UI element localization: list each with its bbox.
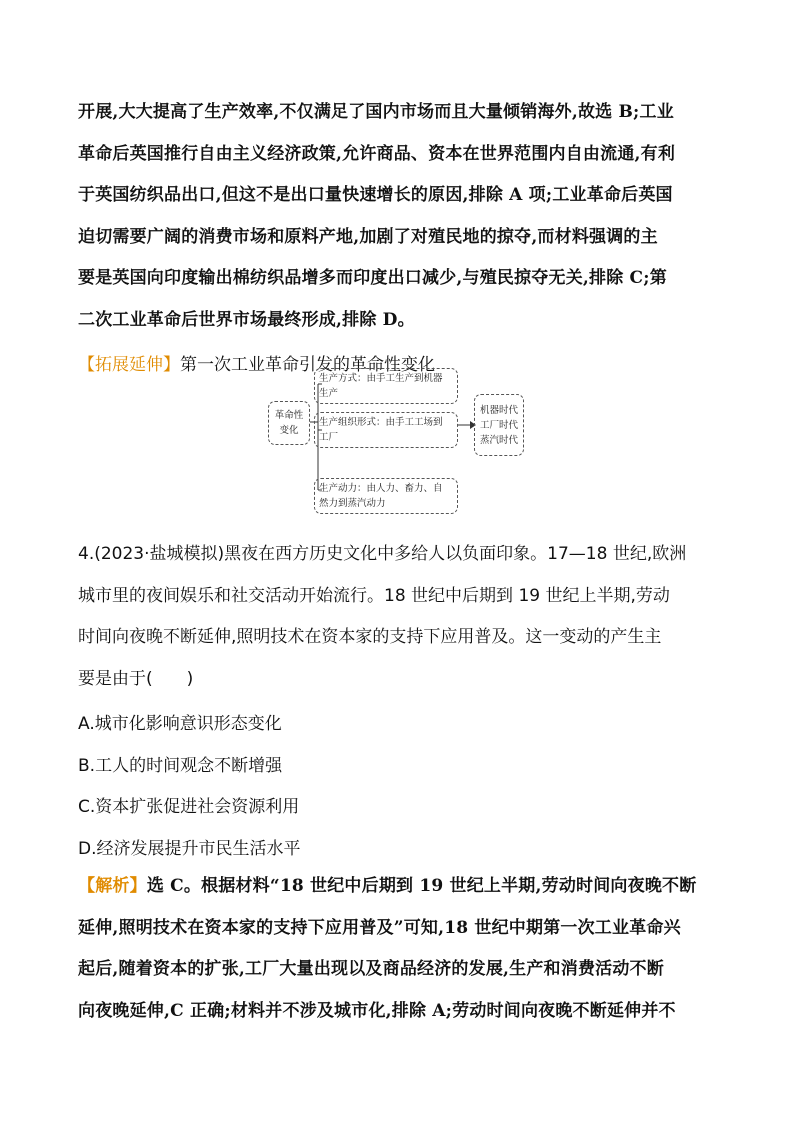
- text-line: 时间向夜晚不断延伸,照明技术在资本家的支持下应用普及。这一变动的产生主: [78, 627, 662, 647]
- analysis-tag: 【解析】: [78, 876, 147, 896]
- diagram-left-box: [268, 401, 310, 445]
- text-line: 开展,大大提高了生产效率,不仅满足了国内市场而且大量倾销海外,故选 B;工业: [78, 102, 674, 122]
- diagram-box-line: 生产组织形式：由手工工场到: [319, 417, 443, 428]
- extension-tag: 【拓展延伸】: [78, 355, 180, 375]
- diagram-box-line: 生产: [319, 388, 339, 399]
- text-line: 要是由于( ): [78, 668, 194, 689]
- text-line: [78, 866, 718, 908]
- text-line: 向夜晚延伸,C 正确;材料并不涉及城市化,排除 A;劳动时间向夜晚不断延伸并不: [78, 1000, 676, 1021]
- diagram-box-line: 然力到蒸汽动力: [319, 498, 386, 509]
- text-line: 城市里的夜间娱乐和社交活动开始流行。18 世纪中后期到 19 世纪上半期,劳动: [78, 585, 670, 606]
- diagram-box-organization: [314, 412, 458, 448]
- analysis-paragraph: [78, 866, 718, 1032]
- text-line: 起后,随着资本的扩张,工厂大量出现以及商品经济的发展,生产和消费活动不断: [78, 959, 664, 979]
- diagram-right-box: [474, 394, 524, 456]
- extension-title: 第一次工业革命引发的革命性变化: [180, 355, 435, 375]
- diagram-right-line: 蒸汽时代: [479, 434, 518, 446]
- text-line: 二次工业革命后世界市场最终形成,排除 D。: [78, 309, 415, 330]
- diagram-box-line: 工厂: [319, 432, 339, 443]
- text-line: 延伸,照明技术在资本家的支持下应用普及”可知,18 世纪中期第一次工业革命兴: [78, 917, 681, 938]
- question-stem: [78, 534, 718, 700]
- option-a: A.城市化影响意识形态变化: [78, 714, 282, 734]
- diagram-box-power: [314, 478, 458, 514]
- diagram-box-line: 生产方式：由手工生产到机器: [319, 373, 443, 384]
- text-line: 革命后英国推行自由主义经济政策,允许商品、资本在世界范围内自由流通,有利: [78, 143, 676, 164]
- diagram-left-line: 革命性: [274, 410, 304, 421]
- diagram-box-line: 生产动力：由人力、畜力、自: [319, 483, 443, 494]
- text-line: 迫切需要广阔的消费市场和原料产地,加剧了对殖民地的掠夺,而材料强调的主: [78, 226, 658, 247]
- analysis-first-line: 选 C。根据材料“18 世纪中后期到 19 世纪上半期,劳动时间向夜晚不断: [146, 876, 697, 896]
- text-line: 要是英国向印度输出棉纺织品增多而印度出口减少,与殖民掠夺无关,排除 C;第: [78, 268, 667, 288]
- diagram-left-line: 变化: [279, 425, 299, 436]
- diagram-right-line: 机器时代: [479, 404, 518, 416]
- option-b: B.工人的时间观念不断增强: [78, 756, 283, 776]
- text-line: 4.(2023·盐城模拟)黑夜在西方历史文化中多给人以负面印象。17—18 世纪,欧洲: [78, 544, 687, 564]
- option-c: C.资本扩张促进社会资源利用: [78, 797, 300, 817]
- diagram-box-production-mode: [314, 368, 458, 404]
- text-line: 于英国纺织品出口,但这不是出口量快速增长的原因,排除 A 项;工业革命后英国: [78, 185, 673, 205]
- diagram-right-line: 工厂时代: [479, 419, 518, 431]
- option-d: D.经济发展提升市民生活水平: [78, 839, 301, 859]
